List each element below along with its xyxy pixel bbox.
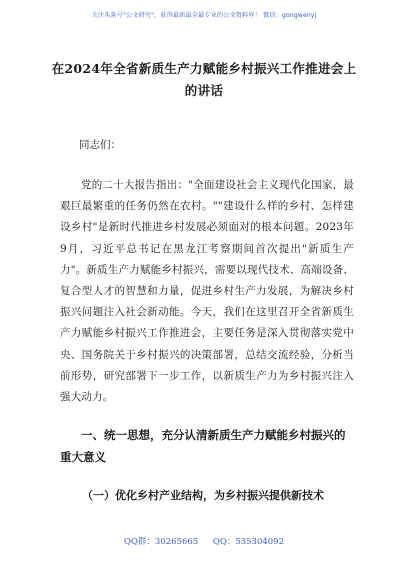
footer-qq-group: QQ群：30265665: [123, 537, 199, 547]
subsection-heading: （一）优化乡村产业结构，为乡村振兴提供新技术: [82, 489, 324, 502]
document-title: 在2024年全省新质生产力赋能乡村振兴工作推进会上的讲话: [51, 61, 357, 98]
header-banner: 关注头条号"公文研究"，获得最新最全最专业的公文资料库！ 微信：gongwenyj: [91, 12, 317, 19]
footer-qq-number: QQ：535304092: [212, 537, 284, 547]
body-paragraph: 党的二十大报告指出："全面建设社会主义现代化国家，最艰巨最繁重的任务仍然在农村。""建设什么样的乡村、怎样建设乡村"是新时代推进乡村发展必须面对的根本问题。2023年9月，习近平总书记在黑龙江考察期间首次提出"新质生产力"。新质生产力赋能乡村振兴，需要以现代技术、高端设备、复合型人才的智慧和力量，促进乡村生产力发展，为解决乡村振兴问题注入社会新动能。今天，我们在这里召开全省新质生产力赋能乡村振兴工作推进会，主要任务是深入贯彻落实党中央、国务院关于乡村振兴的决策部署，总结交流经验，分析当前形势，研究部署下一步工作，以新质生产力为乡村振兴注入强大动力。: [60, 179, 354, 404]
salutation: 同志们：: [79, 139, 121, 151]
footer-contact: [0, 535, 408, 547]
section-heading: 一、统一思想，充分认清新质生产力赋能乡村振兴的重大意义: [60, 428, 346, 464]
